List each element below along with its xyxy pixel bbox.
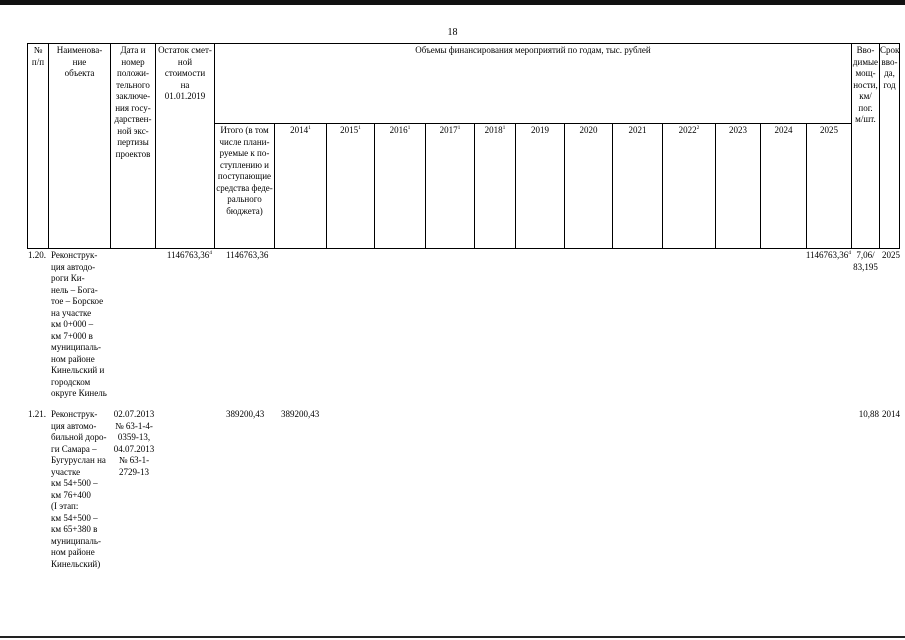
top-border (0, 0, 905, 5)
header-term: Срок вво- да, год (880, 45, 900, 90)
year-header: 2017$^1$ (439, 125, 461, 135)
row-number: 1.20. (28, 250, 46, 260)
row-2025-value: 1146763,36$^4$ (805, 250, 851, 260)
row-term: 2014 (882, 409, 900, 419)
year-header: 2025 (820, 125, 838, 135)
header-name: Наименова- ние объекта (56, 45, 103, 78)
year-header: 2016$^1$ (389, 125, 411, 135)
year-header: 2019 (531, 125, 549, 135)
header-total: Итого (в том числе плани- руемые к по- ступлению и поступающие средства феде- рального бюджета) (216, 125, 273, 216)
year-header: 2018$^1$ (484, 125, 506, 135)
year-header: 2020 (579, 125, 598, 135)
table-border (612, 123, 613, 248)
row-number: 1.21. (28, 409, 46, 419)
year-header: 2022$^2$ (678, 125, 700, 135)
row-expertise-date: 02.07.2013 № 63-1-4- 0359-13, 04.07.2013 № 63-1- 2729-13 (113, 409, 155, 477)
year-header: 2015$^1$ (340, 125, 361, 135)
table-border (899, 43, 900, 248)
page-number: 18 (447, 27, 458, 38)
bottom-border (0, 636, 905, 638)
year-header: 2023 (729, 125, 747, 135)
header-no: № п/п (31, 45, 45, 67)
year-header: 2021 (628, 125, 647, 135)
table-border (214, 123, 851, 124)
row-2014-value: 389200,43 (281, 409, 320, 419)
table-border (474, 123, 475, 248)
table-border (662, 123, 663, 248)
row-object-name: Реконструк- ция автомо- бильной доро- ги Самара – Бугуруслан на участке км 54+500 – км 76+400 (I этап: км 54+500 – км 65+380 в муниципаль- ном районе Кинельский) (51, 409, 107, 569)
row-total: 1146763,36 (226, 250, 269, 260)
table-border (274, 123, 275, 248)
table-border (27, 43, 28, 248)
table-border (564, 123, 565, 248)
header-volumes: Объемы финансирования мероприятий по годам, тыс. рублей (415, 45, 651, 55)
year-header: 2014$^1$ (290, 125, 311, 135)
row-term: 2025 (882, 250, 900, 260)
table-border (326, 123, 327, 248)
table-border (27, 43, 900, 44)
row-object-name: Реконструк- ция автодо- роги Ки- нель – Бога- тое – Борское на участке км 0+000 – км 7+000 в муниципаль- ном районе Кинельский и городском округе Кинель (51, 250, 107, 398)
table-border (27, 248, 900, 249)
header-expertise-date: Дата и номер положи- тельного заключе- ния госу- дарствен- ной экс- пертизы проектов (114, 45, 152, 159)
row-capacity: 7,06/ 83,195 (853, 250, 878, 272)
header-remainder: Остаток смет- ной стоимости на 01.01.2019 (158, 45, 212, 101)
table-border (806, 123, 807, 248)
row-total: 389200,43 (226, 409, 265, 419)
row-remainder: 1146763,36$^4$ (166, 250, 212, 260)
table-border (425, 123, 426, 248)
header-capacity: Вво- димые мощ- ности, км/ пог. м/шт. (852, 45, 879, 124)
table-border (515, 123, 516, 248)
table-border (715, 123, 716, 248)
year-header: 2024 (774, 125, 793, 135)
table-border (374, 123, 375, 248)
row-capacity: 10,88 (858, 409, 879, 419)
table-border (760, 123, 761, 248)
